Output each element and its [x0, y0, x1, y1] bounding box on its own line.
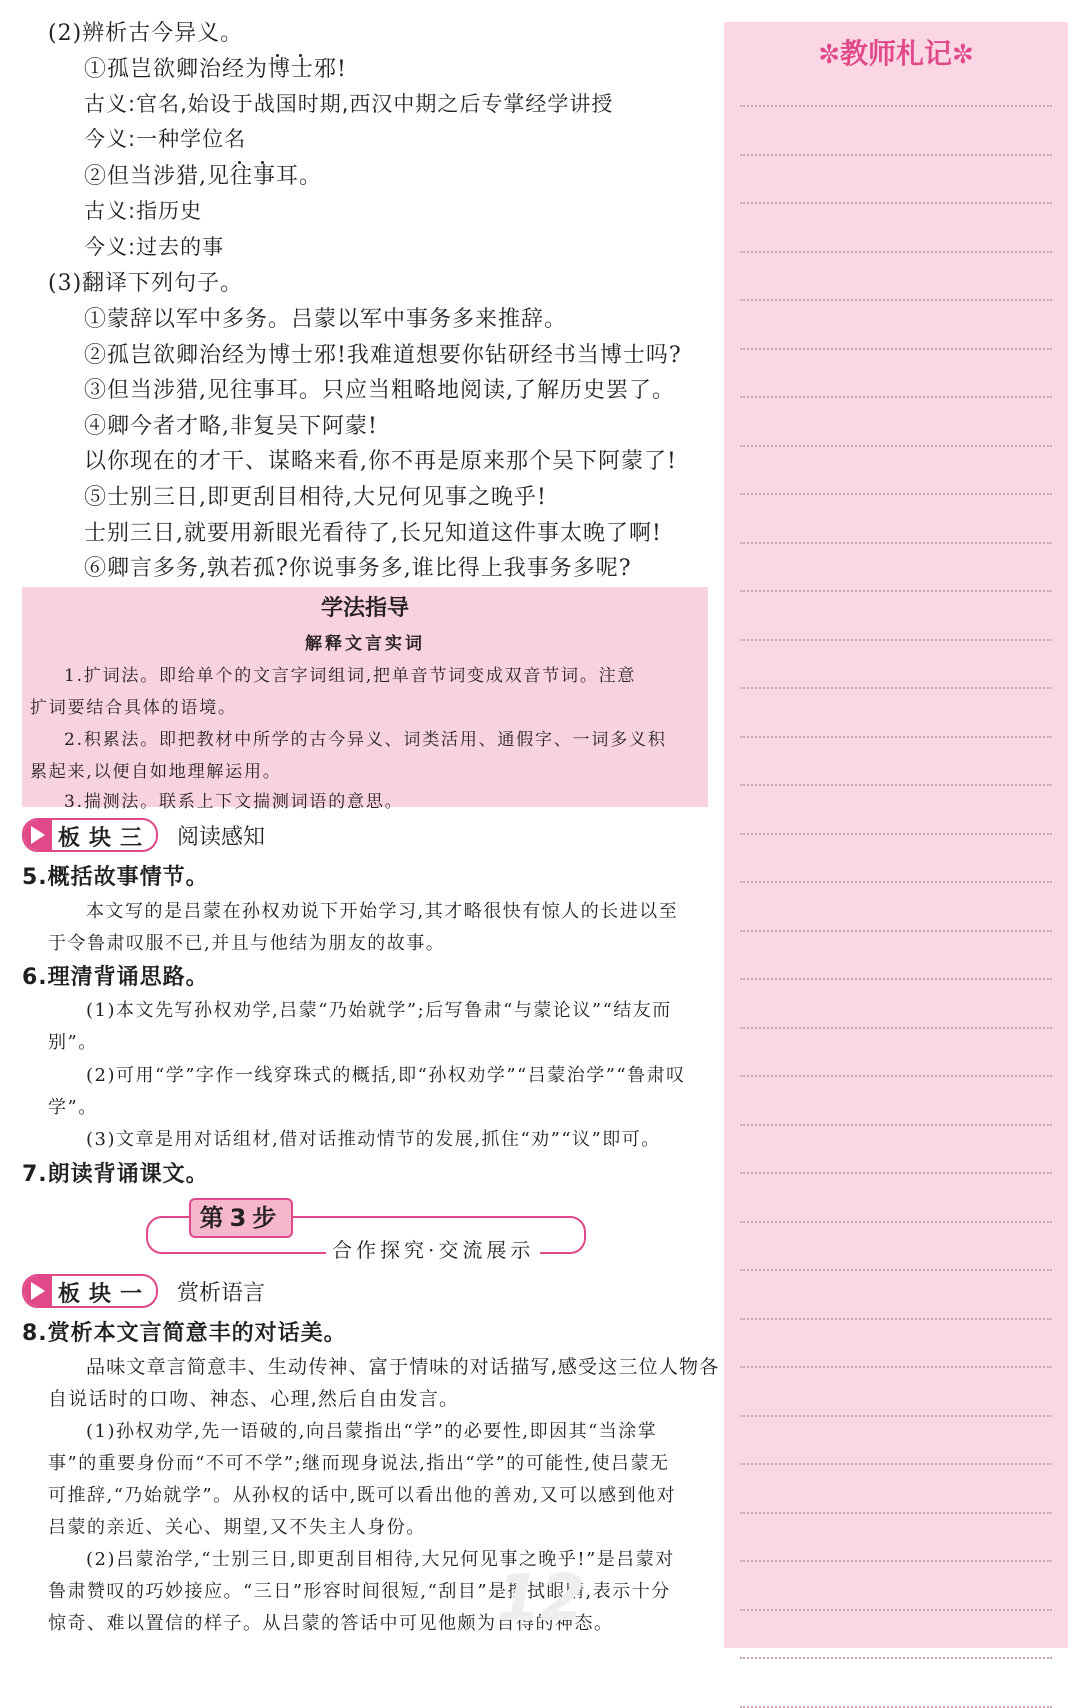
translation-line: 以你现在的才干、谋略来看,你不再是原来那个吴下阿蒙了!	[84, 449, 677, 474]
note-line	[740, 1512, 1052, 1514]
flower-icon: ✼	[818, 40, 840, 70]
step-banner	[146, 1198, 586, 1262]
answer-text: 品味文章言简意丰、生动传神、富于情味的对话描写,感受这三位人物各	[86, 1356, 720, 1378]
answer-text: (2)可用“学”字作一线穿珠式的概括,即“孙权劝学”“吕蒙治学”“鲁肃叹	[86, 1065, 686, 1086]
note-line	[740, 1706, 1052, 1708]
translation-line: ③但当涉猎,见往事耳。只应当粗略地阅读,了解历史罢了。	[84, 378, 675, 403]
note-line	[740, 930, 1052, 932]
notes-title-text: 教师札记	[839, 37, 952, 70]
note-line	[740, 881, 1052, 883]
study-guide-subtitle: 解释文言实词	[305, 634, 425, 654]
study-guide-box	[22, 587, 708, 812]
answer-text: 别”。	[48, 1032, 98, 1053]
emphasized-word: 往事	[230, 164, 276, 189]
section-pill	[22, 1274, 158, 1308]
note-line	[740, 978, 1052, 980]
section-name: 赏析语言	[177, 1281, 266, 1306]
subquestion-2-heading: (2)辨析古今异义。	[48, 21, 244, 46]
example-text: 耳。	[276, 164, 323, 189]
subquestion-3-heading: (3)翻译下列句子。	[48, 271, 244, 296]
answer-text: 可推辞,“乃始就学”。从孙权的话中,既可以看出他的善劝,又可以感到他对	[48, 1485, 677, 1506]
note-line	[740, 493, 1052, 495]
answer-text: (1)孙权劝学,先一语破的,向吕蒙指出“学”的必要性,即因其“当涂掌	[86, 1421, 658, 1442]
example-text: 邪!	[314, 57, 347, 82]
note-line	[740, 687, 1052, 689]
answer-text: 于令鲁肃叹服不已,并且与他结为朋友的故事。	[48, 933, 446, 954]
note-line	[740, 784, 1052, 786]
translation-line: ①蒙辞以军中多务。吕蒙以军中事务多来推辞。	[84, 307, 568, 332]
example-line	[84, 52, 347, 83]
question-7-title: 7.朗读背诵课文。	[22, 1162, 209, 1187]
note-line	[740, 1027, 1052, 1029]
section-name: 阅读感知	[177, 825, 266, 850]
ancient-meaning: 古义:指历史	[84, 199, 203, 223]
answer-text: 惊奇、难以置信的样子。从吕蒙的答话中可见他颇为自得的神态。	[48, 1613, 614, 1634]
flower-icon: ✼	[952, 40, 974, 70]
note-line	[740, 1415, 1052, 1417]
page-number: 12	[496, 1562, 586, 1636]
note-line	[740, 833, 1052, 835]
note-line	[740, 251, 1052, 253]
note-line	[740, 1221, 1052, 1223]
guide-paragraph: 1.扩词法。即给单个的文言字词组词,把单音节词变成双音节词。注意	[64, 666, 637, 686]
note-line	[740, 1560, 1052, 1562]
note-line	[740, 299, 1052, 301]
note-line	[740, 1657, 1052, 1659]
section-pill	[22, 818, 158, 852]
modern-meaning: 今义:过去的事	[84, 235, 225, 259]
note-line	[740, 542, 1052, 544]
section-label: 板块三	[58, 826, 152, 851]
translation-line: ④卿今者才略,非复吴下阿蒙!	[84, 414, 378, 439]
translation-line: ②孤岂欲卿治经为博士邪!我难道想要你钻研经书当博士吗?	[84, 343, 682, 368]
note-line	[740, 154, 1052, 156]
guide-paragraph: 2.积累法。即把教材中所学的古今异义、词类活用、通假字、一词多义积	[64, 730, 667, 750]
answer-text: (3)文章是用对话组材,借对话推动情节的发展,抓住“劝”“议”即可。	[86, 1129, 661, 1150]
note-line	[740, 1366, 1052, 1368]
note-line	[740, 202, 1052, 204]
study-guide-title: 学法指导	[320, 596, 409, 621]
example-line	[84, 159, 322, 190]
step-badge: 第3步	[189, 1198, 293, 1238]
ancient-meaning: 古义:官名,始设于战国时期,西汉中期之后专掌经学讲授	[84, 92, 614, 116]
answer-text: 学”。	[48, 1097, 98, 1118]
answer-text: 事”的重要身份而“不可不学”;继而现身说法,指出“学”的可能性,使吕蒙无	[48, 1453, 670, 1474]
note-line	[740, 105, 1052, 107]
note-line	[740, 1318, 1052, 1320]
step-subtitle: 合作探究·交流展示	[326, 1234, 540, 1263]
teacher-notes-title	[724, 32, 1068, 72]
note-line	[740, 445, 1052, 447]
guide-paragraph: 累起来,以便自如地理解运用。	[30, 762, 282, 782]
guide-paragraph: 3.揣测法。联系上下文揣测词语的意思。	[64, 792, 404, 812]
answer-text: 鲁肃赞叹的巧妙接应。“三日”形容时间很短,“刮目”是擦拭眼睛,表示十分	[48, 1581, 671, 1602]
note-line	[740, 396, 1052, 398]
teacher-notes-panel	[724, 22, 1068, 1648]
play-icon	[24, 1276, 52, 1306]
note-line	[740, 348, 1052, 350]
note-line	[740, 1075, 1052, 1077]
translation-line: ⑤士别三日,即更刮目相待,大兄何见事之晚乎!	[84, 485, 547, 510]
note-line	[740, 1269, 1052, 1271]
emphasized-word: 博士	[268, 57, 314, 82]
note-line	[740, 590, 1052, 592]
modern-meaning: 今义:一种学位名	[84, 127, 247, 151]
note-line	[740, 736, 1052, 738]
play-icon	[24, 820, 52, 850]
answer-text: 吕蒙的亲近、关心、期望,又不失主人身份。	[48, 1517, 426, 1538]
note-line	[740, 1609, 1052, 1611]
answer-text: 本文写的是吕蒙在孙权劝说下开始学习,其才略很快有惊人的长进以至	[86, 901, 679, 922]
example-text: ②但当涉猎,见	[84, 164, 230, 189]
example-text: ①孤岂欲卿治经为	[84, 57, 269, 82]
note-line	[740, 639, 1052, 641]
translation-line: 士别三日,就要用新眼光看待了,长兄知道这件事太晚了啊!	[84, 521, 662, 546]
note-line	[740, 1172, 1052, 1174]
answer-text: 自说话时的口吻、神态、心理,然后自由发言。	[48, 1388, 460, 1410]
question-8-title: 8.赏析本文言简意丰的对话美。	[22, 1321, 347, 1346]
guide-paragraph: 扩词要结合具体的语境。	[30, 698, 237, 718]
answer-text: (2)吕蒙治学,“士别三日,即更刮目相待,大兄何见事之晚乎!”是吕蒙对	[86, 1549, 675, 1570]
question-6-title: 6.理清背诵思路。	[22, 965, 209, 990]
note-line	[740, 1463, 1052, 1465]
question-5-title: 5.概括故事情节。	[22, 865, 209, 890]
section-label: 板块一	[58, 1282, 152, 1307]
answer-text: (1)本文先写孙权劝学,吕蒙“乃始就学”;后写鲁肃“与蒙论议”“结友而	[86, 1000, 672, 1021]
translation-line: ⑥卿言多务,孰若孤?你说事务多,谁比得上我事务多呢?	[84, 556, 632, 581]
note-line	[740, 1124, 1052, 1126]
